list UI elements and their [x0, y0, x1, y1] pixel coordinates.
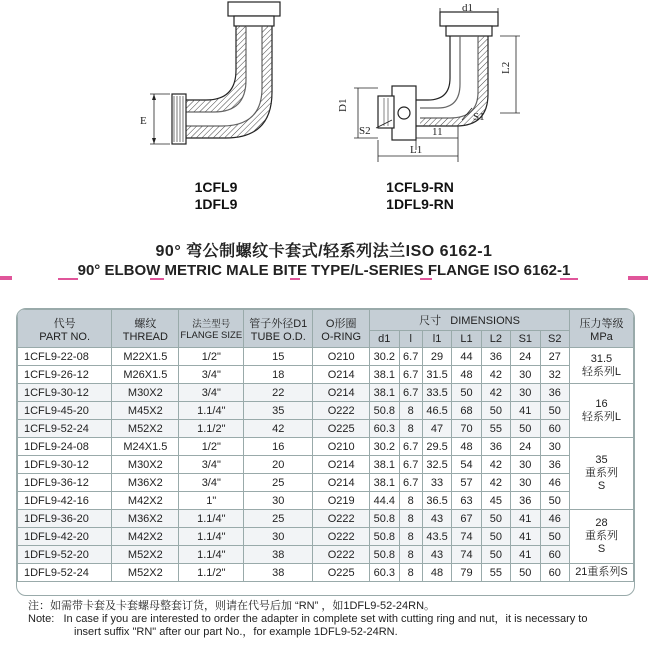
- dim-label-e: E: [140, 115, 147, 127]
- table-cell: 30: [511, 456, 540, 474]
- table-cell: M22X1.5: [112, 348, 179, 366]
- table-cell: 25: [244, 474, 313, 492]
- table-cell: 30: [511, 474, 540, 492]
- table-row: [18, 438, 634, 456]
- table-cell: 1.1/4": [179, 402, 244, 420]
- table-cell: 67: [452, 510, 481, 528]
- header-dim-l: l: [399, 331, 422, 348]
- table-cell: 60: [540, 546, 569, 564]
- table-cell: O222: [313, 510, 370, 528]
- note-english-line1: Note: In case if you are interested to order the adapter in complete set with cutting ring and nut，it is necessary to: [28, 613, 588, 625]
- table-cell: 60.3: [370, 420, 399, 438]
- table-cell: 50: [511, 564, 540, 582]
- pressure-cell: 21重系列S: [569, 564, 633, 582]
- table-cell: 1.1/4": [179, 546, 244, 564]
- table-cell: 22: [244, 384, 313, 402]
- table-cell: 42: [481, 456, 510, 474]
- pressure-cell: 31.5 轻系列L: [569, 348, 633, 384]
- table-cell: 55: [481, 564, 510, 582]
- table-cell: 46: [540, 510, 569, 528]
- table-cell: 30: [540, 438, 569, 456]
- table-cell: O214: [313, 474, 370, 492]
- table-cell: 48: [452, 366, 481, 384]
- table-cell: M45X2: [112, 402, 179, 420]
- table-cell: 43.5: [422, 528, 451, 546]
- table-cell: 38.1: [370, 384, 399, 402]
- table-cell: M52X2: [112, 420, 179, 438]
- table-cell: 1CFL9-45-20: [18, 402, 112, 420]
- table-cell: 30.2: [370, 438, 399, 456]
- table-cell: 30: [244, 528, 313, 546]
- header-pressure: 压力等级 MPa: [569, 310, 633, 348]
- table-cell: 74: [452, 546, 481, 564]
- table-cell: 44.4: [370, 492, 399, 510]
- table-cell: 74: [452, 528, 481, 546]
- table-cell: 60.3: [370, 564, 399, 582]
- table-cell: 3/4": [179, 456, 244, 474]
- table-cell: 15: [244, 348, 313, 366]
- dim-label-l1: L1: [410, 144, 423, 156]
- model-label-1dfl9: 1DFL9: [194, 196, 238, 212]
- table-cell: 1/2": [179, 348, 244, 366]
- table-cell: 54: [452, 456, 481, 474]
- table-cell: 3/4": [179, 366, 244, 384]
- dimensions-table: [16, 308, 635, 596]
- table-cell: 30: [511, 366, 540, 384]
- table-cell: 1/2": [179, 438, 244, 456]
- table-cell: O222: [313, 528, 370, 546]
- table-cell: 38: [244, 564, 313, 582]
- table-row: [18, 366, 634, 384]
- table-cell: 8: [399, 546, 422, 564]
- table-cell: O214: [313, 384, 370, 402]
- table-cell: 36.5: [422, 492, 451, 510]
- table-cell: O225: [313, 420, 370, 438]
- table-cell: 36: [511, 492, 540, 510]
- table-cell: 6.7: [399, 384, 422, 402]
- table-cell: 1": [179, 492, 244, 510]
- table-cell: 20: [244, 456, 313, 474]
- table-cell: 1.1/2": [179, 564, 244, 582]
- table-cell: 48: [452, 438, 481, 456]
- table-cell: 47: [422, 420, 451, 438]
- table-cell: 38: [244, 546, 313, 564]
- header-thread: 螺纹 THREAD: [112, 310, 179, 348]
- table-row: [18, 546, 634, 564]
- dim-label-s1: S1: [473, 111, 485, 123]
- table-cell: 60: [540, 420, 569, 438]
- table-cell: 8: [399, 564, 422, 582]
- pressure-cell: 28 重系列 S: [569, 510, 633, 564]
- dim-label-d1-side: D1: [337, 98, 349, 112]
- table-cell: 42: [481, 474, 510, 492]
- table-cell: 60: [540, 564, 569, 582]
- table-cell: 50: [481, 402, 510, 420]
- table-cell: 48: [422, 564, 451, 582]
- table-cell: 35: [244, 402, 313, 420]
- model-label-1cfl9-rn: 1CFL9-RN: [386, 179, 454, 195]
- accent-bar: [0, 275, 648, 281]
- table-cell: 1.1/4": [179, 528, 244, 546]
- table-cell: 36: [540, 384, 569, 402]
- table-cell: 50: [540, 402, 569, 420]
- table-cell: 63: [452, 492, 481, 510]
- table-cell: 79: [452, 564, 481, 582]
- table-cell: 36: [481, 438, 510, 456]
- table-cell: 6.7: [399, 456, 422, 474]
- note-english-line2: insert suffix "RN" after our part No.，for example 1DFL9-52-24RN.: [74, 626, 398, 638]
- table-cell: 38.1: [370, 456, 399, 474]
- table-cell: M36X2: [112, 474, 179, 492]
- table-cell: 29: [422, 348, 451, 366]
- table-cell: M36X2: [112, 510, 179, 528]
- table-cell: M26X1.5: [112, 366, 179, 384]
- table-cell: 45: [481, 492, 510, 510]
- model-label-1dfl9-rn: 1DFL9-RN: [386, 196, 454, 212]
- table-cell: 6.7: [399, 366, 422, 384]
- table-cell: 50: [540, 528, 569, 546]
- table-cell: O222: [313, 546, 370, 564]
- table-cell: 29.5: [422, 438, 451, 456]
- table-cell: M24X1.5: [112, 438, 179, 456]
- table-row: [18, 564, 634, 582]
- table-cell: 46: [540, 474, 569, 492]
- table-cell: 41: [511, 546, 540, 564]
- table-cell: 70: [452, 420, 481, 438]
- header-dimensions: 尺寸 DIMENSIONS: [370, 310, 570, 331]
- pressure-cell: 35 重系列 S: [569, 438, 633, 510]
- table-cell: 50: [481, 528, 510, 546]
- table-cell: 42: [481, 366, 510, 384]
- table-cell: 30: [511, 384, 540, 402]
- table-cell: O210: [313, 438, 370, 456]
- table-cell: O214: [313, 456, 370, 474]
- header-o-ring: O形圈 O-RING: [313, 310, 370, 348]
- table-cell: 33: [422, 474, 451, 492]
- header-flange-size: 法兰型号 FLANGE SIZE: [179, 310, 244, 348]
- table-cell: 8: [399, 420, 422, 438]
- title-english: 90° ELBOW METRIC MALE BITE TYPE/L-SERIES FLANGE ISO 6162-1: [77, 262, 571, 276]
- table-row: [18, 528, 634, 546]
- table-cell: 42: [244, 420, 313, 438]
- header-dim-s2: S2: [540, 331, 569, 348]
- table-cell: 50.8: [370, 402, 399, 420]
- table-cell: 8: [399, 510, 422, 528]
- table-cell: 6.7: [399, 438, 422, 456]
- right-model-labels: [368, 179, 472, 213]
- table-cell: 1CFL9-30-12: [18, 384, 112, 402]
- right-elbow-drawing: [354, 8, 520, 162]
- table-row: [18, 510, 634, 528]
- table-cell: 38.1: [370, 474, 399, 492]
- table-cell: O219: [313, 492, 370, 510]
- table-cell: 24: [511, 438, 540, 456]
- dim-label-s2: S2: [359, 125, 371, 137]
- table-cell: 16: [244, 438, 313, 456]
- table-cell: 6.7: [399, 348, 422, 366]
- table-cell: O214: [313, 366, 370, 384]
- table-cell: 6.7: [399, 474, 422, 492]
- table-cell: O210: [313, 348, 370, 366]
- table-cell: M42X2: [112, 492, 179, 510]
- table-cell: 32.5: [422, 456, 451, 474]
- table-cell: 38.1: [370, 366, 399, 384]
- pressure-cell: 16 轻系列L: [569, 384, 633, 438]
- table-cell: 32: [540, 366, 569, 384]
- table-cell: 50.8: [370, 528, 399, 546]
- table-cell: 50: [481, 510, 510, 528]
- table-cell: 50: [452, 384, 481, 402]
- table-cell: 1.1/4": [179, 510, 244, 528]
- header-dim-s1: S1: [511, 331, 540, 348]
- header-dim-d1: d1: [370, 331, 399, 348]
- table-cell: 50.8: [370, 510, 399, 528]
- table-cell: 3/4": [179, 474, 244, 492]
- table-cell: 36: [481, 348, 510, 366]
- table-cell: 41: [511, 402, 540, 420]
- table-cell: M30X2: [112, 456, 179, 474]
- table-cell: 1DFL9-24-08: [18, 438, 112, 456]
- table-row: [18, 348, 634, 366]
- table-cell: 42: [481, 384, 510, 402]
- table-cell: 1DFL9-36-20: [18, 510, 112, 528]
- table-cell: 1DFL9-30-12: [18, 456, 112, 474]
- table-cell: 18: [244, 366, 313, 384]
- table-cell: M52X2: [112, 546, 179, 564]
- table-cell: 50.8: [370, 546, 399, 564]
- table-cell: 1CFL9-52-24: [18, 420, 112, 438]
- table-cell: 50: [540, 492, 569, 510]
- model-label-1cfl9: 1CFL9: [194, 179, 238, 195]
- table-cell: 25: [244, 510, 313, 528]
- table-cell: 50: [511, 420, 540, 438]
- table-cell: 50: [481, 546, 510, 564]
- header-dim-l2: L2: [481, 331, 510, 348]
- table-cell: O225: [313, 564, 370, 582]
- table-cell: 57: [452, 474, 481, 492]
- table-cell: 8: [399, 492, 422, 510]
- header-part-no: 代号 PART NO.: [18, 310, 112, 348]
- table-cell: M52X2: [112, 564, 179, 582]
- table-row: [18, 492, 634, 510]
- table-cell: 30.2: [370, 348, 399, 366]
- table-row: [18, 402, 634, 420]
- header-dim-l1: l1: [422, 331, 451, 348]
- dim-label-l2: L2: [500, 61, 512, 74]
- table-cell: 30: [244, 492, 313, 510]
- table-cell: 1DFL9-42-20: [18, 528, 112, 546]
- table-cell: 46.5: [422, 402, 451, 420]
- table-cell: 36: [540, 456, 569, 474]
- table-cell: M42X2: [112, 528, 179, 546]
- dim-label-d1: d1: [462, 2, 473, 14]
- table-cell: 44: [452, 348, 481, 366]
- technical-drawings: [0, 0, 648, 225]
- note-chinese: 注：如需带卡套及卡套螺母整套订货，则请在代号后加 “RN” ，如1DFL9-52-24RN。: [28, 600, 436, 612]
- table-cell: 1DFL9-52-20: [18, 546, 112, 564]
- table-cell: 24: [511, 348, 540, 366]
- header-dim-l1: L1: [452, 331, 481, 348]
- table-cell: 3/4": [179, 384, 244, 402]
- table-cell: 8: [399, 402, 422, 420]
- table-cell: 41: [511, 528, 540, 546]
- table-cell: 1.1/2": [179, 420, 244, 438]
- table-cell: 27: [540, 348, 569, 366]
- table-cell: M30X2: [112, 384, 179, 402]
- table-cell: O222: [313, 402, 370, 420]
- table-row: [18, 384, 634, 402]
- table-cell: 43: [422, 546, 451, 564]
- table-cell: 1DFL9-36-12: [18, 474, 112, 492]
- table-cell: 1DFL9-52-24: [18, 564, 112, 582]
- table-cell: 8: [399, 528, 422, 546]
- table-cell: 41: [511, 510, 540, 528]
- table-cell: 1CFL9-22-08: [18, 348, 112, 366]
- left-model-labels: [180, 179, 252, 213]
- footnote: [28, 600, 638, 639]
- left-elbow-drawing: [150, 2, 280, 144]
- header-tube-od: 管子外径D1 TUBE O.D.: [244, 310, 313, 348]
- table-cell: 1CFL9-26-12: [18, 366, 112, 384]
- dim-label-i1: 11: [432, 126, 443, 138]
- table-cell: 33.5: [422, 384, 451, 402]
- table-cell: 68: [452, 402, 481, 420]
- table-row: [18, 474, 634, 492]
- table-row: [18, 420, 634, 438]
- table-cell: 31.5: [422, 366, 451, 384]
- table-row: [18, 456, 634, 474]
- table-cell: 43: [422, 510, 451, 528]
- table-cell: 1DFL9-42-16: [18, 492, 112, 510]
- table-cell: 55: [481, 420, 510, 438]
- title-chinese: 90° 弯公制螺纹卡套式/轻系列法兰ISO 6162-1: [155, 243, 493, 260]
